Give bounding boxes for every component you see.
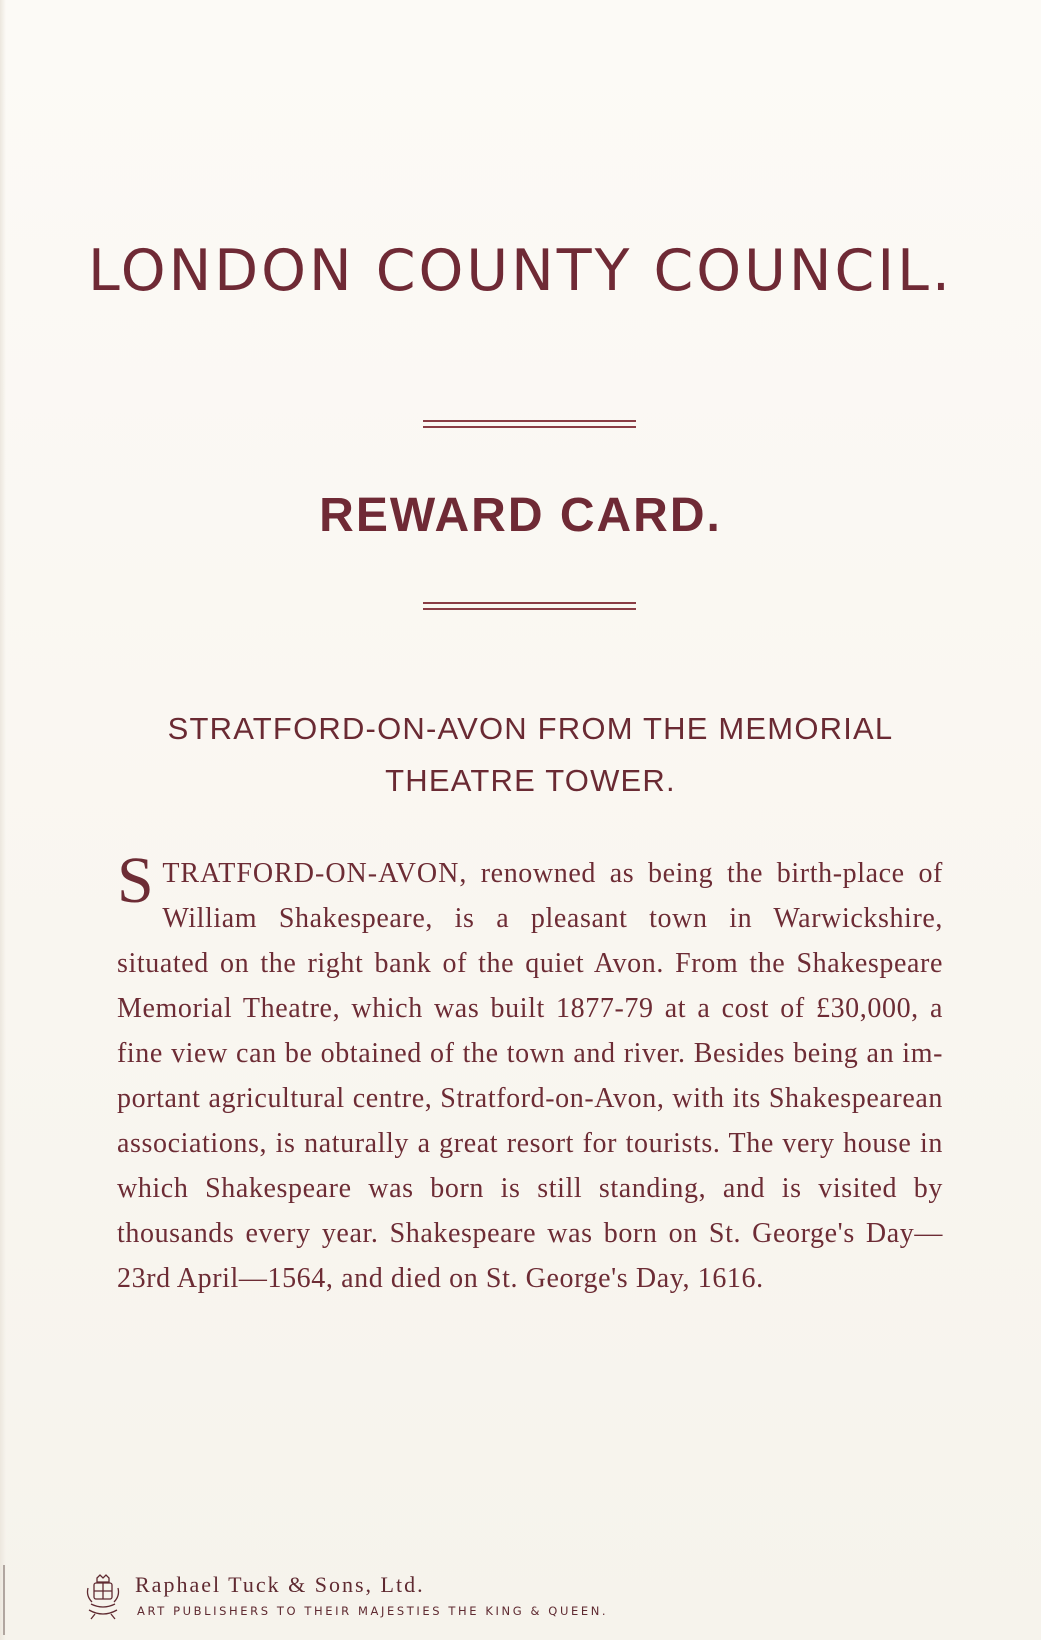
description-paragraph bbox=[117, 844, 943, 1301]
card-subject bbox=[60, 703, 1001, 807]
double-rule-divider bbox=[423, 602, 636, 610]
double-rule-divider bbox=[423, 420, 636, 428]
subject-line: THEATRE TOWER. bbox=[385, 763, 676, 798]
paragraph-body: , renowned as being the birth-place of William Shakespeare, is a pleasant town in Warwickshire, situated on the right bank of the quiet Avon. From the Shakespeare Memorial Theatre, which was built 1877-79 at a cost of £30,000, a fine view can be obtained of the town and river. Besides being an im-portant agricultural centre, Stratford-on-Avon, with its Shakespearean associations, is naturally a great resort for tourists. The very house in which Shakespeare was born is still standing, and is visited by thousands every year. Shakespeare was born on St. George's Day—23rd April—1564, and died on St. George's Day, 1616. bbox=[117, 858, 943, 1294]
publisher-tagline: ART PUBLISHERS TO THEIR MAJESTIES THE KING & QUEEN. bbox=[137, 1604, 609, 1618]
drop-cap: S bbox=[117, 844, 155, 917]
reward-card-heading: REWARD CARD. bbox=[319, 489, 722, 542]
publisher-name: Raphael Tuck & Sons, Ltd. bbox=[135, 1572, 425, 1597]
paragraph-lead: TRATFORD-ON-AVON bbox=[162, 858, 460, 889]
publisher-footer bbox=[85, 1572, 785, 1632]
royal-coat-of-arms-icon bbox=[85, 1574, 121, 1620]
subject-line: STRATFORD-ON-AVON FROM THE MEMORIAL bbox=[167, 711, 894, 746]
card-edge-mark bbox=[3, 1565, 5, 1635]
council-title: LONDON COUNTY COUNCIL. bbox=[87, 238, 954, 304]
